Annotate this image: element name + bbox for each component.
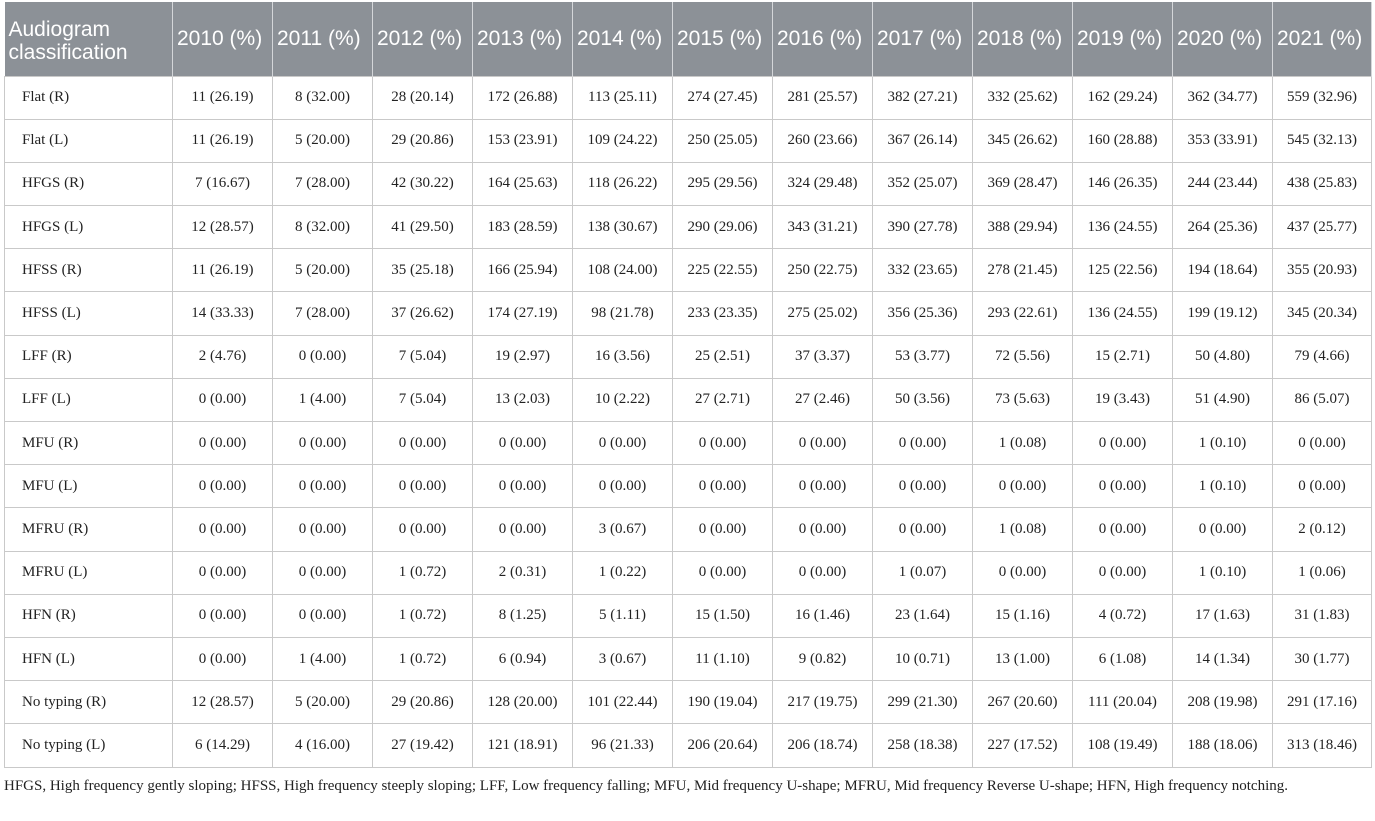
table-cell: 172 (26.88): [473, 76, 573, 119]
table-cell: 41 (29.50): [373, 206, 473, 249]
table-row: [5, 508, 1372, 551]
table-cell: 3 (0.67): [573, 508, 673, 551]
table-cell: 5 (20.00): [273, 249, 373, 292]
header-cell-2011: 2011 (%): [273, 2, 373, 76]
row-label-cell: Flat (R): [5, 76, 173, 119]
table-cell: 37 (26.62): [373, 292, 473, 335]
table-cell: 12 (28.57): [173, 206, 273, 249]
table-cell: 101 (22.44): [573, 681, 673, 724]
table-cell: 345 (20.34): [1273, 292, 1372, 335]
table-cell: 9 (0.82): [773, 637, 873, 680]
table-cell: 153 (23.91): [473, 119, 573, 162]
table-cell: 390 (27.78): [873, 206, 973, 249]
table-cell: 0 (0.00): [173, 551, 273, 594]
table-cell: 0 (0.00): [673, 422, 773, 465]
table-cell: 0 (0.00): [473, 508, 573, 551]
table-cell: 19 (2.97): [473, 335, 573, 378]
row-label-cell: MFU (L): [5, 465, 173, 508]
table-cell: 206 (18.74): [773, 724, 873, 767]
table-cell: 16 (1.46): [773, 594, 873, 637]
audiogram-table: [4, 2, 1372, 768]
table-cell: 388 (29.94): [973, 206, 1073, 249]
table-cell: 111 (20.04): [1073, 681, 1173, 724]
table-cell: 42 (30.22): [373, 162, 473, 205]
row-label-cell: MFRU (R): [5, 508, 173, 551]
table-cell: 0 (0.00): [973, 551, 1073, 594]
table-cell: 267 (20.60): [973, 681, 1073, 724]
table-cell: 10 (0.71): [873, 637, 973, 680]
row-label-cell: No typing (L): [5, 724, 173, 767]
table-cell: 2 (0.31): [473, 551, 573, 594]
table-cell: 258 (18.38): [873, 724, 973, 767]
table-cell: 0 (0.00): [473, 422, 573, 465]
header-cell-2020: 2020 (%): [1173, 2, 1273, 76]
table-cell: 0 (0.00): [173, 508, 273, 551]
header-cell-2015: 2015 (%): [673, 2, 773, 76]
table-cell: 11 (26.19): [173, 119, 273, 162]
table-cell: 11 (1.10): [673, 637, 773, 680]
table-cell: 136 (24.55): [1073, 206, 1173, 249]
table-row: [5, 292, 1372, 335]
table-cell: 13 (1.00): [973, 637, 1073, 680]
table-cell: 0 (0.00): [1273, 422, 1372, 465]
table-cell: 352 (25.07): [873, 162, 973, 205]
table-cell: 290 (29.06): [673, 206, 773, 249]
table-body: [5, 76, 1372, 767]
table-cell: 1 (0.72): [373, 551, 473, 594]
table-row: [5, 637, 1372, 680]
table-cell: 233 (23.35): [673, 292, 773, 335]
table-cell: 128 (20.00): [473, 681, 573, 724]
table-cell: 1 (0.22): [573, 551, 673, 594]
table-cell: 2 (4.76): [173, 335, 273, 378]
header-cell-2013: 2013 (%): [473, 2, 573, 76]
table-cell: 11 (26.19): [173, 249, 273, 292]
table-cell: 206 (20.64): [673, 724, 773, 767]
table-cell: 0 (0.00): [273, 465, 373, 508]
table-cell: 225 (22.55): [673, 249, 773, 292]
table-cell: 14 (33.33): [173, 292, 273, 335]
table-cell: 118 (26.22): [573, 162, 673, 205]
table-cell: 27 (2.46): [773, 378, 873, 421]
table-cell: 1 (0.72): [373, 594, 473, 637]
table-cell: 0 (0.00): [273, 551, 373, 594]
table-cell: 7 (28.00): [273, 292, 373, 335]
table-cell: 73 (5.63): [973, 378, 1073, 421]
table-cell: 136 (24.55): [1073, 292, 1173, 335]
table-cell: 183 (28.59): [473, 206, 573, 249]
table-row: [5, 249, 1372, 292]
table-cell: 29 (20.86): [373, 119, 473, 162]
table-cell: 0 (0.00): [373, 422, 473, 465]
table-cell: 0 (0.00): [673, 508, 773, 551]
table-cell: 1 (4.00): [273, 378, 373, 421]
table-cell: 12 (28.57): [173, 681, 273, 724]
table-cell: 0 (0.00): [1073, 508, 1173, 551]
table-cell: 23 (1.64): [873, 594, 973, 637]
table-cell: 0 (0.00): [673, 465, 773, 508]
table-container: [4, 2, 1371, 797]
table-footnote: HFGS, High frequency gently sloping; HFSS, High frequency steeply sloping; LFF, Low frequency falling; MFU, Mid frequency U-shape; MFRU, Mid frequency Reverse U-shape; HFN, High frequency notching.: [4, 777, 1289, 794]
table-cell: 250 (22.75): [773, 249, 873, 292]
table-cell: 0 (0.00): [1073, 551, 1173, 594]
row-label-cell: Flat (L): [5, 119, 173, 162]
table-cell: 227 (17.52): [973, 724, 1073, 767]
table-cell: 2 (0.12): [1273, 508, 1372, 551]
header-cell-classification: Audiogram classification: [5, 2, 173, 76]
table-row: [5, 76, 1372, 119]
table-cell: 1 (0.10): [1173, 551, 1273, 594]
table-cell: 5 (20.00): [273, 681, 373, 724]
table-cell: 1 (0.08): [973, 508, 1073, 551]
table-cell: 194 (18.64): [1173, 249, 1273, 292]
table-cell: 299 (21.30): [873, 681, 973, 724]
table-cell: 260 (23.66): [773, 119, 873, 162]
table-cell: 31 (1.83): [1273, 594, 1372, 637]
table-cell: 160 (28.88): [1073, 119, 1173, 162]
table-cell: 98 (21.78): [573, 292, 673, 335]
table-cell: 0 (0.00): [373, 465, 473, 508]
table-cell: 0 (0.00): [973, 465, 1073, 508]
table-row: [5, 681, 1372, 724]
table-cell: 0 (0.00): [273, 594, 373, 637]
table-cell: 79 (4.66): [1273, 335, 1372, 378]
table-cell: 0 (0.00): [173, 594, 273, 637]
table-cell: 5 (20.00): [273, 119, 373, 162]
table-cell: 0 (0.00): [473, 465, 573, 508]
table-cell: 0 (0.00): [773, 422, 873, 465]
table-cell: 27 (19.42): [373, 724, 473, 767]
table-cell: 146 (26.35): [1073, 162, 1173, 205]
table-cell: 0 (0.00): [773, 551, 873, 594]
table-cell: 108 (19.49): [1073, 724, 1173, 767]
table-cell: 217 (19.75): [773, 681, 873, 724]
table-cell: 8 (32.00): [273, 76, 373, 119]
table-cell: 0 (0.00): [573, 465, 673, 508]
table-cell: 356 (25.36): [873, 292, 973, 335]
header-cell-2017: 2017 (%): [873, 2, 973, 76]
table-cell: 369 (28.47): [973, 162, 1073, 205]
table-cell: 0 (0.00): [873, 465, 973, 508]
table-cell: 14 (1.34): [1173, 637, 1273, 680]
table-cell: 13 (2.03): [473, 378, 573, 421]
table-cell: 0 (0.00): [1073, 465, 1173, 508]
table-cell: 0 (0.00): [173, 637, 273, 680]
table-cell: 121 (18.91): [473, 724, 573, 767]
table-cell: 15 (1.16): [973, 594, 1073, 637]
table-cell: 293 (22.61): [973, 292, 1073, 335]
table-cell: 4 (0.72): [1073, 594, 1173, 637]
table-cell: 10 (2.22): [573, 378, 673, 421]
table-cell: 1 (0.08): [973, 422, 1073, 465]
table-cell: 164 (25.63): [473, 162, 573, 205]
table-cell: 50 (4.80): [1173, 335, 1273, 378]
table-cell: 332 (25.62): [973, 76, 1073, 119]
table-row: [5, 162, 1372, 205]
table-cell: 8 (1.25): [473, 594, 573, 637]
table-cell: 0 (0.00): [773, 508, 873, 551]
table-cell: 0 (0.00): [1273, 465, 1372, 508]
table-cell: 353 (33.91): [1173, 119, 1273, 162]
table-cell: 188 (18.06): [1173, 724, 1273, 767]
header-row: [5, 2, 1372, 76]
table-cell: 355 (20.93): [1273, 249, 1372, 292]
table-cell: 199 (19.12): [1173, 292, 1273, 335]
table-cell: 0 (0.00): [373, 508, 473, 551]
table-cell: 1 (0.07): [873, 551, 973, 594]
row-label-cell: MFRU (L): [5, 551, 173, 594]
table-cell: 4 (16.00): [273, 724, 373, 767]
table-cell: 0 (0.00): [273, 508, 373, 551]
table-cell: 11 (26.19): [173, 76, 273, 119]
table-cell: 291 (17.16): [1273, 681, 1372, 724]
table-cell: 7 (28.00): [273, 162, 373, 205]
table-cell: 138 (30.67): [573, 206, 673, 249]
table-cell: 8 (32.00): [273, 206, 373, 249]
table-cell: 51 (4.90): [1173, 378, 1273, 421]
table-cell: 53 (3.77): [873, 335, 973, 378]
table-cell: 28 (20.14): [373, 76, 473, 119]
table-row: [5, 724, 1372, 767]
table-cell: 3 (0.67): [573, 637, 673, 680]
row-label-cell: HFGS (L): [5, 206, 173, 249]
table-cell: 5 (1.11): [573, 594, 673, 637]
table-cell: 0 (0.00): [173, 422, 273, 465]
row-label-cell: HFN (L): [5, 637, 173, 680]
table-cell: 208 (19.98): [1173, 681, 1273, 724]
table-cell: 0 (0.00): [1173, 508, 1273, 551]
table-cell: 17 (1.63): [1173, 594, 1273, 637]
table-cell: 6 (14.29): [173, 724, 273, 767]
table-cell: 96 (21.33): [573, 724, 673, 767]
table-cell: 343 (31.21): [773, 206, 873, 249]
row-label-cell: No typing (R): [5, 681, 173, 724]
table-cell: 37 (3.37): [773, 335, 873, 378]
row-label-cell: LFF (R): [5, 335, 173, 378]
table-cell: 1 (0.10): [1173, 465, 1273, 508]
table-row: [5, 335, 1372, 378]
table-cell: 244 (23.44): [1173, 162, 1273, 205]
table-cell: 437 (25.77): [1273, 206, 1372, 249]
table-cell: 1 (4.00): [273, 637, 373, 680]
table-cell: 250 (25.05): [673, 119, 773, 162]
table-cell: 345 (26.62): [973, 119, 1073, 162]
table-cell: 295 (29.56): [673, 162, 773, 205]
row-label-cell: MFU (R): [5, 422, 173, 465]
table-row: [5, 378, 1372, 421]
table-cell: 545 (32.13): [1273, 119, 1372, 162]
table-cell: 25 (2.51): [673, 335, 773, 378]
table-cell: 113 (25.11): [573, 76, 673, 119]
row-label-cell: HFN (R): [5, 594, 173, 637]
table-cell: 108 (24.00): [573, 249, 673, 292]
table-row: [5, 465, 1372, 508]
header-cell-2010: 2010 (%): [173, 2, 273, 76]
table-cell: 313 (18.46): [1273, 724, 1372, 767]
header-cell-2016: 2016 (%): [773, 2, 873, 76]
table-cell: 362 (34.77): [1173, 76, 1273, 119]
table-cell: 0 (0.00): [873, 508, 973, 551]
table-cell: 7 (16.67): [173, 162, 273, 205]
table-cell: 72 (5.56): [973, 335, 1073, 378]
table-cell: 0 (0.00): [273, 422, 373, 465]
table-cell: 0 (0.00): [173, 378, 273, 421]
table-cell: 382 (27.21): [873, 76, 973, 119]
table-cell: 0 (0.00): [273, 335, 373, 378]
header-cell-2018: 2018 (%): [973, 2, 1073, 76]
table-cell: 86 (5.07): [1273, 378, 1372, 421]
header-cell-2014: 2014 (%): [573, 2, 673, 76]
row-label-cell: HFGS (R): [5, 162, 173, 205]
table-cell: 438 (25.83): [1273, 162, 1372, 205]
table-cell: 278 (21.45): [973, 249, 1073, 292]
table-cell: 6 (1.08): [1073, 637, 1173, 680]
header-cell-2019: 2019 (%): [1073, 2, 1173, 76]
table-row: [5, 422, 1372, 465]
table-cell: 332 (23.65): [873, 249, 973, 292]
table-cell: 0 (0.00): [573, 422, 673, 465]
table-cell: 324 (29.48): [773, 162, 873, 205]
table-cell: 166 (25.94): [473, 249, 573, 292]
header-cell-2012: 2012 (%): [373, 2, 473, 76]
table-cell: 274 (27.45): [673, 76, 773, 119]
table-cell: 281 (25.57): [773, 76, 873, 119]
table-cell: 27 (2.71): [673, 378, 773, 421]
table-cell: 6 (0.94): [473, 637, 573, 680]
table-cell: 29 (20.86): [373, 681, 473, 724]
table-cell: 7 (5.04): [373, 335, 473, 378]
table-cell: 15 (2.71): [1073, 335, 1173, 378]
table-cell: 174 (27.19): [473, 292, 573, 335]
table-cell: 162 (29.24): [1073, 76, 1173, 119]
table-row: [5, 551, 1372, 594]
table-cell: 1 (0.72): [373, 637, 473, 680]
table-cell: 19 (3.43): [1073, 378, 1173, 421]
table-cell: 0 (0.00): [873, 422, 973, 465]
table-cell: 0 (0.00): [173, 465, 273, 508]
table-row: [5, 119, 1372, 162]
table-cell: 15 (1.50): [673, 594, 773, 637]
row-label-cell: HFSS (L): [5, 292, 173, 335]
table-cell: 30 (1.77): [1273, 637, 1372, 680]
table-cell: 264 (25.36): [1173, 206, 1273, 249]
table-cell: 559 (32.96): [1273, 76, 1372, 119]
table-row: [5, 206, 1372, 249]
table-cell: 109 (24.22): [573, 119, 673, 162]
table-cell: 275 (25.02): [773, 292, 873, 335]
row-label-cell: HFSS (R): [5, 249, 173, 292]
table-cell: 1 (0.10): [1173, 422, 1273, 465]
row-label-cell: LFF (L): [5, 378, 173, 421]
table-cell: 0 (0.00): [1073, 422, 1173, 465]
table-cell: 50 (3.56): [873, 378, 973, 421]
table-cell: 7 (5.04): [373, 378, 473, 421]
table-cell: 1 (0.06): [1273, 551, 1372, 594]
table-cell: 35 (25.18): [373, 249, 473, 292]
table-row: [5, 594, 1372, 637]
table-cell: 0 (0.00): [773, 465, 873, 508]
table-cell: 16 (3.56): [573, 335, 673, 378]
table-cell: 367 (26.14): [873, 119, 973, 162]
table-cell: 190 (19.04): [673, 681, 773, 724]
table-cell: 0 (0.00): [673, 551, 773, 594]
table-cell: 125 (22.56): [1073, 249, 1173, 292]
header-cell-2021: 2021 (%): [1273, 2, 1372, 76]
